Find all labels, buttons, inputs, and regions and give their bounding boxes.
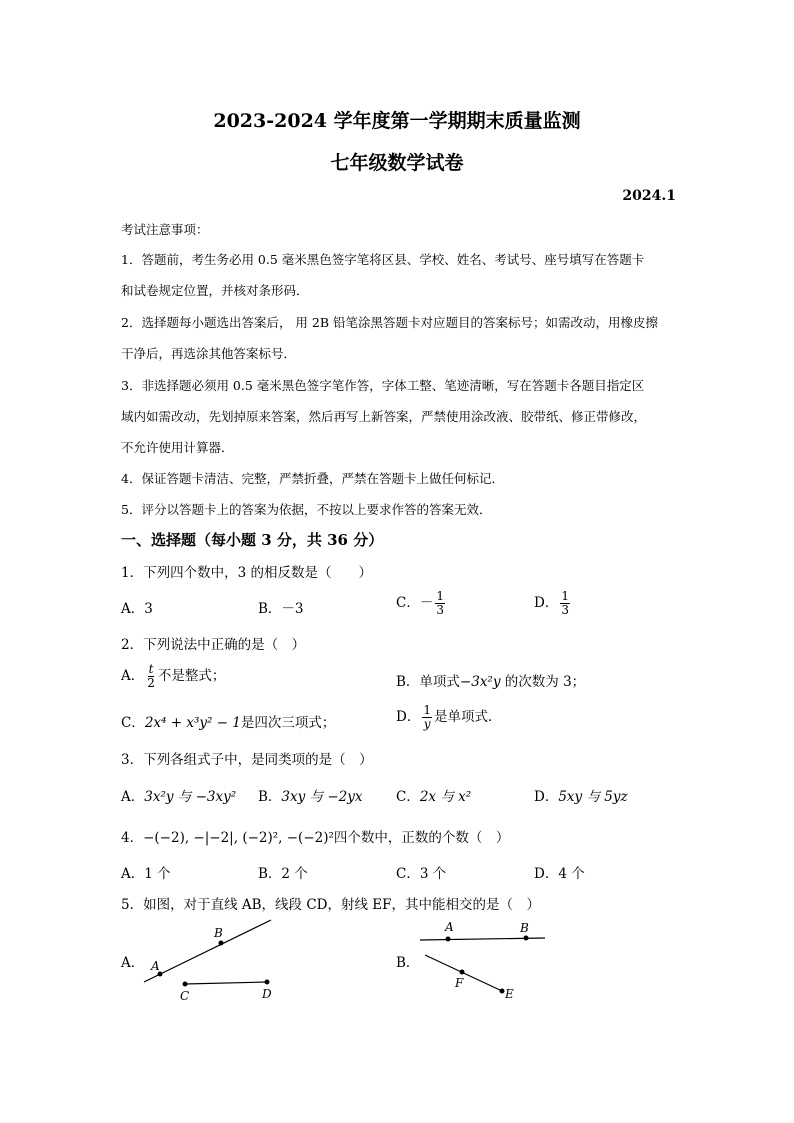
fraction-denominator: 3 <box>436 603 444 617</box>
fraction-numerator: 1 <box>423 703 431 717</box>
exam-date: 2024.1 <box>622 188 676 204</box>
notes-heading: 考试注意事项： <box>121 222 209 237</box>
note-line: 4．保证答题卡清洁、完整，严禁折叠，严禁在答题卡上做任何标记． <box>121 471 504 486</box>
line-ab <box>144 920 271 982</box>
exam-title: 2023-2024 学年度第一学期期末质量监测 <box>213 110 581 132</box>
q4-stem-text: 四个数中，正数的个数（ ） <box>333 830 510 846</box>
q3-option-d-prefix: D． <box>534 789 559 805</box>
label-f: F <box>455 976 464 990</box>
math-expression: 3xy 与 −2yx <box>281 789 363 805</box>
q2-option-d-prefix: D． <box>396 709 421 725</box>
q2-option-a-text: 不是整式； <box>157 668 226 684</box>
point-f <box>460 970 465 975</box>
point-b <box>524 936 529 941</box>
question-5-stem: 5．如图，对于直线 AB，线段 CD，射线 EF，其中能相交的是（ ） <box>121 897 541 913</box>
exam-subtitle: 七年级数学试卷 <box>330 152 464 174</box>
note-line: 域内如需改动，先划掉原来答案，然后再写上新答案，严禁使用涂改液、胶带纸、修正带修改， <box>121 409 647 424</box>
q2-option-d-text: 是单项式． <box>433 709 502 725</box>
q3-option-c-prefix: C． <box>396 789 420 805</box>
question-1-stem: 1．下列四个数中，3 的相反数是（ ） <box>121 565 372 581</box>
q2-option-c-text: 是四次三项式； <box>240 715 336 731</box>
label-b: B <box>214 926 223 940</box>
label-e: E <box>505 987 514 1001</box>
note-line: 1．答题前，考生务必用 0.5 毫米黑色签字笔将区县、学校、姓名、考试号、座号填写在答题卡 <box>121 252 645 267</box>
q5-option-b: B． <box>396 955 420 971</box>
fraction-numerator: t <box>148 662 154 676</box>
section-title: 一、选择题（每小题 3 分，共 36 分） <box>121 531 384 549</box>
q3-option-a-prefix: A． <box>121 789 145 805</box>
figure-a <box>144 920 272 1003</box>
math-expression: 5xy 与 5yz <box>558 789 628 805</box>
q5-option-a: A． <box>121 955 145 971</box>
q2-option-b-text: 的次数为 3； <box>500 674 586 690</box>
q4-option-a: A．1 个 <box>121 866 171 882</box>
note-line: 2．选择题每小题选出答案后， 用 2B 铅笔涂黑答题卡对应题目的答案标号；如需改动，用橡皮擦 <box>121 315 659 330</box>
math-expression: 2x 与 x² <box>419 789 472 805</box>
q4-stem-prefix: 4． <box>121 830 144 846</box>
point-c <box>183 982 188 987</box>
point-a <box>446 937 451 942</box>
note-line: 5．评分以答题卡上的答案为依据，不按以上要求作答的答案无效． <box>121 502 492 517</box>
question-2-stem: 2．下列说法中正确的是（ ） <box>121 637 306 653</box>
q2-option-a-prefix: A． <box>121 668 145 684</box>
math-expression: 3x²y 与 −3xy² <box>144 789 237 805</box>
segment-cd <box>185 982 267 984</box>
q4-option-d: D．4 个 <box>534 866 585 882</box>
point-d <box>265 980 270 985</box>
fraction-denominator: y <box>423 717 431 731</box>
fraction-denominator: 3 <box>561 603 569 617</box>
q1-option-a: A．3 <box>121 601 153 617</box>
label-a: A <box>445 920 454 934</box>
fraction-numerator: 1 <box>436 589 444 603</box>
question-3-stem: 3．下列各组式子中，是同类项的是（ ） <box>121 752 373 768</box>
q2-option-b-prefix: B．单项式 <box>396 674 460 690</box>
note-line: 不允许使用计算器． <box>121 440 234 455</box>
label-d: D <box>262 987 272 1001</box>
fraction-numerator: 1 <box>561 589 569 603</box>
note-line: 和试卷规定位置，并核对条形码． <box>121 283 309 298</box>
label-b: B <box>520 921 529 935</box>
q1-option-b: B．－3 <box>258 601 304 617</box>
label-a: A <box>151 959 160 973</box>
q1-option-c-prefix: C．－ <box>396 595 434 611</box>
math-expression: −(−2), −|−2|, (−2)², −(−2)² <box>143 830 334 846</box>
math-expression: 2x⁴ + x³y² − 1 <box>144 715 241 731</box>
q1-option-d-prefix: D． <box>534 595 559 611</box>
fraction-denominator: 2 <box>147 676 155 690</box>
q4-option-b: B．2 个 <box>258 866 308 882</box>
math-expression: −3x²y <box>459 674 501 690</box>
figure-b <box>420 920 545 1001</box>
note-line: 干净后，再选涂其他答案标号． <box>121 346 297 361</box>
point-e <box>500 989 505 994</box>
q4-option-c: C．3 个 <box>396 866 447 882</box>
q2-option-c-prefix: C． <box>121 715 145 731</box>
label-c: C <box>180 989 190 1003</box>
note-line: 3．非选择题必须用 0.5 毫米黑色签字笔作答，字体工整、笔迹清晰，写在答题卡各题目指定区 <box>121 378 645 393</box>
point-b <box>219 941 224 946</box>
q3-option-b-prefix: B． <box>258 789 282 805</box>
